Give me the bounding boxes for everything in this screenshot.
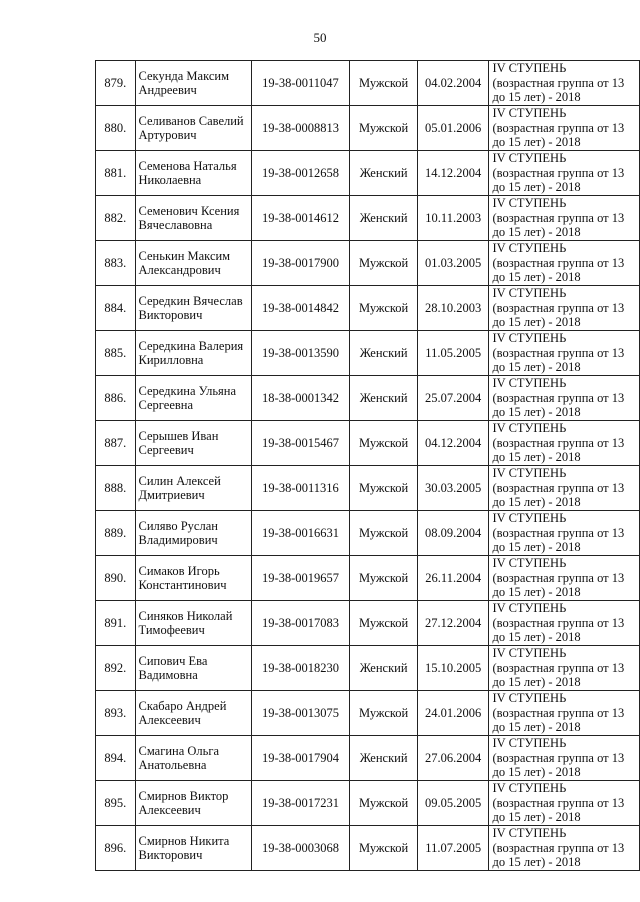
award-level-cell (489, 466, 640, 511)
participant-name-cell: Серышев Иван Сергеевич (135, 421, 251, 466)
registration-id-cell: 18-38-0001342 (251, 376, 350, 421)
award-level-line: до 15 лет) - 2018 (492, 810, 581, 825)
award-level-line: (возрастная группа от 13 (492, 300, 625, 315)
award-level-cell (489, 241, 640, 286)
award-level-cell (489, 331, 640, 376)
award-level-line: до 15 лет) - 2018 (492, 585, 581, 600)
birth-date-cell: 04.12.2004 (417, 421, 489, 466)
table-row (96, 286, 640, 331)
award-level-cell (489, 601, 640, 646)
participant-name-cell: Середкина Ульяна Сергеевна (135, 376, 251, 421)
award-level-line: IV СТУПЕНЬ (492, 646, 567, 661)
participant-name-cell: Силяво Руслан Владимирович (135, 511, 251, 556)
birth-date-cell: 27.06.2004 (417, 736, 489, 781)
award-level-line: (возрастная группа от 13 (492, 480, 625, 495)
award-level-line: до 15 лет) - 2018 (492, 630, 581, 645)
gender-cell: Женский (350, 736, 417, 781)
award-level-line: IV СТУПЕНЬ (492, 106, 567, 121)
award-level-line: до 15 лет) - 2018 (492, 855, 581, 870)
award-level-line: (возрастная группа от 13 (492, 75, 625, 90)
gender-cell: Мужской (350, 781, 417, 826)
award-level-cell (489, 736, 640, 781)
table-row (96, 466, 640, 511)
participant-name-cell: Смирнов Никита Викторович (135, 826, 251, 871)
table-row (96, 196, 640, 241)
table-row (96, 736, 640, 781)
birth-date-cell: 05.01.2006 (417, 106, 489, 151)
registration-id-cell: 19-38-0017231 (251, 781, 350, 826)
table-body (96, 61, 640, 871)
birth-date-cell: 26.11.2004 (417, 556, 489, 601)
registration-id-cell: 19-38-0017904 (251, 736, 350, 781)
award-level-line: до 15 лет) - 2018 (492, 225, 581, 240)
award-level-line: IV СТУПЕНЬ (492, 736, 567, 751)
registration-id-cell: 19-38-0017900 (251, 241, 350, 286)
award-level-line: IV СТУПЕНЬ (492, 421, 567, 436)
gender-cell: Мужской (350, 511, 417, 556)
row-number-cell: 885. (96, 331, 136, 376)
award-level-line: до 15 лет) - 2018 (492, 360, 581, 375)
award-level-line: до 15 лет) - 2018 (492, 90, 581, 105)
award-level-cell (489, 286, 640, 331)
gender-cell: Мужской (350, 556, 417, 601)
registration-id-cell: 19-38-0003068 (251, 826, 350, 871)
award-level-cell (489, 151, 640, 196)
table-row (96, 646, 640, 691)
participants-table (95, 60, 640, 871)
gender-cell: Мужской (350, 601, 417, 646)
award-level-line: (возрастная группа от 13 (492, 615, 625, 630)
award-level-line: до 15 лет) - 2018 (492, 495, 581, 510)
award-level-line: IV СТУПЕНЬ (492, 466, 567, 481)
gender-cell: Мужской (350, 691, 417, 736)
award-level-cell (489, 511, 640, 556)
birth-date-cell: 10.11.2003 (417, 196, 489, 241)
row-number-cell: 894. (96, 736, 136, 781)
award-level-line: до 15 лет) - 2018 (492, 675, 581, 690)
award-level-cell (489, 691, 640, 736)
row-number-cell: 884. (96, 286, 136, 331)
table-row (96, 826, 640, 871)
row-number-cell: 891. (96, 601, 136, 646)
award-level-cell (489, 376, 640, 421)
participant-name-cell: Силин Алексей Дмитриевич (135, 466, 251, 511)
row-number-cell: 892. (96, 646, 136, 691)
registration-id-cell: 19-38-0013075 (251, 691, 350, 736)
row-number-cell: 887. (96, 421, 136, 466)
birth-date-cell: 08.09.2004 (417, 511, 489, 556)
page-number: 50 (313, 30, 327, 45)
award-level-line: (возрастная группа от 13 (492, 705, 625, 720)
birth-date-cell: 28.10.2003 (417, 286, 489, 331)
award-level-line: до 15 лет) - 2018 (492, 180, 581, 195)
table-row (96, 691, 640, 736)
table-row (96, 511, 640, 556)
award-level-line: (возрастная группа от 13 (492, 210, 625, 225)
award-level-line: до 15 лет) - 2018 (492, 405, 581, 420)
award-level-line: (возрастная группа от 13 (492, 120, 625, 135)
row-number-cell: 893. (96, 691, 136, 736)
row-number-cell: 883. (96, 241, 136, 286)
participant-name-cell: Симаков Игорь Константинович (135, 556, 251, 601)
table-row (96, 106, 640, 151)
award-level-line: до 15 лет) - 2018 (492, 540, 581, 555)
table-row (96, 421, 640, 466)
award-level-line: (возрастная группа от 13 (492, 390, 625, 405)
award-level-line: IV СТУПЕНЬ (492, 286, 567, 301)
registration-id-cell: 19-38-0014612 (251, 196, 350, 241)
row-number-cell: 879. (96, 61, 136, 106)
gender-cell: Женский (350, 196, 417, 241)
award-level-line: (возрастная группа от 13 (492, 660, 625, 675)
award-level-line: (возрастная группа от 13 (492, 165, 625, 180)
award-level-cell (489, 196, 640, 241)
table-row (96, 61, 640, 106)
award-level-cell (489, 781, 640, 826)
award-level-line: IV СТУПЕНЬ (492, 511, 567, 526)
row-number-cell: 882. (96, 196, 136, 241)
gender-cell: Женский (350, 376, 417, 421)
award-level-line: IV СТУПЕНЬ (492, 691, 567, 706)
award-level-line: (возрастная группа от 13 (492, 840, 625, 855)
row-number-cell: 889. (96, 511, 136, 556)
award-level-line: (возрастная группа от 13 (492, 345, 625, 360)
registration-id-cell: 19-38-0011316 (251, 466, 350, 511)
award-level-line: до 15 лет) - 2018 (492, 270, 581, 285)
table-row (96, 331, 640, 376)
row-number-cell: 880. (96, 106, 136, 151)
gender-cell: Женский (350, 151, 417, 196)
registration-id-cell: 19-38-0014842 (251, 286, 350, 331)
table-row (96, 241, 640, 286)
birth-date-cell: 30.03.2005 (417, 466, 489, 511)
award-level-line: IV СТУПЕНЬ (492, 826, 567, 841)
award-level-line: до 15 лет) - 2018 (492, 720, 581, 735)
award-level-line: (возрастная группа от 13 (492, 255, 625, 270)
award-level-line: (возрастная группа от 13 (492, 750, 625, 765)
gender-cell: Мужской (350, 826, 417, 871)
participant-name-cell: Секунда Максим Андреевич (135, 61, 251, 106)
award-level-cell (489, 826, 640, 871)
row-number-cell: 881. (96, 151, 136, 196)
birth-date-cell: 09.05.2005 (417, 781, 489, 826)
gender-cell: Женский (350, 646, 417, 691)
award-level-line: до 15 лет) - 2018 (492, 135, 581, 150)
table-row (96, 376, 640, 421)
award-level-line: IV СТУПЕНЬ (492, 781, 567, 796)
award-level-line: IV СТУПЕНЬ (492, 196, 567, 211)
birth-date-cell: 11.05.2005 (417, 331, 489, 376)
participant-name-cell: Смирнов Виктор Алексеевич (135, 781, 251, 826)
gender-cell: Мужской (350, 421, 417, 466)
row-number-cell: 890. (96, 556, 136, 601)
table-row (96, 601, 640, 646)
award-level-line: до 15 лет) - 2018 (492, 315, 581, 330)
participant-name-cell: Семенович Ксения Вячеславовна (135, 196, 251, 241)
birth-date-cell: 11.07.2005 (417, 826, 489, 871)
award-level-line: (возрастная группа от 13 (492, 525, 625, 540)
award-level-line: до 15 лет) - 2018 (492, 765, 581, 780)
award-level-line: (возрастная группа от 13 (492, 435, 625, 450)
award-level-cell (489, 556, 640, 601)
award-level-line: IV СТУПЕНЬ (492, 376, 567, 391)
award-level-cell (489, 421, 640, 466)
award-level-cell (489, 646, 640, 691)
birth-date-cell: 24.01.2006 (417, 691, 489, 736)
registration-id-cell: 19-38-0013590 (251, 331, 350, 376)
registration-id-cell: 19-38-0016631 (251, 511, 350, 556)
table-row (96, 151, 640, 196)
registration-id-cell: 19-38-0008813 (251, 106, 350, 151)
birth-date-cell: 04.02.2004 (417, 61, 489, 106)
participant-name-cell: Середкин Вячеслав Викторович (135, 286, 251, 331)
table-row (96, 781, 640, 826)
participant-name-cell: Селиванов Савелий Артурович (135, 106, 251, 151)
award-level-cell (489, 61, 640, 106)
award-level-line: IV СТУПЕНЬ (492, 556, 567, 571)
participant-name-cell: Сенькин Максим Александрович (135, 241, 251, 286)
row-number-cell: 886. (96, 376, 136, 421)
award-level-line: IV СТУПЕНЬ (492, 61, 567, 76)
participant-name-cell: Середкина Валерия Кирилловна (135, 331, 251, 376)
birth-date-cell: 25.07.2004 (417, 376, 489, 421)
award-level-line: IV СТУПЕНЬ (492, 151, 567, 166)
award-level-line: IV СТУПЕНЬ (492, 601, 567, 616)
award-level-line: до 15 лет) - 2018 (492, 450, 581, 465)
registration-id-cell: 19-38-0015467 (251, 421, 350, 466)
row-number-cell: 896. (96, 826, 136, 871)
participant-name-cell: Скабаро Андрей Алексеевич (135, 691, 251, 736)
participant-name-cell: Синяков Николай Тимофеевич (135, 601, 251, 646)
row-number-cell: 895. (96, 781, 136, 826)
gender-cell: Мужской (350, 286, 417, 331)
gender-cell: Мужской (350, 106, 417, 151)
award-level-line: (возрастная группа от 13 (492, 570, 625, 585)
gender-cell: Мужской (350, 466, 417, 511)
participant-name-cell: Сипович Ева Вадимовна (135, 646, 251, 691)
birth-date-cell: 15.10.2005 (417, 646, 489, 691)
registration-id-cell: 19-38-0018230 (251, 646, 350, 691)
gender-cell: Женский (350, 331, 417, 376)
gender-cell: Мужской (350, 61, 417, 106)
registration-id-cell: 19-38-0012658 (251, 151, 350, 196)
birth-date-cell: 14.12.2004 (417, 151, 489, 196)
award-level-line: (возрастная группа от 13 (492, 795, 625, 810)
row-number-cell: 888. (96, 466, 136, 511)
birth-date-cell: 27.12.2004 (417, 601, 489, 646)
participant-name-cell: Семенова Наталья Николаевна (135, 151, 251, 196)
registration-id-cell: 19-38-0019657 (251, 556, 350, 601)
registration-id-cell: 19-38-0017083 (251, 601, 350, 646)
award-level-line: IV СТУПЕНЬ (492, 331, 567, 346)
registration-id-cell: 19-38-0011047 (251, 61, 350, 106)
table-row (96, 556, 640, 601)
birth-date-cell: 01.03.2005 (417, 241, 489, 286)
award-level-cell (489, 106, 640, 151)
award-level-line: IV СТУПЕНЬ (492, 241, 567, 256)
gender-cell: Мужской (350, 241, 417, 286)
participant-name-cell: Смагина Ольга Анатольевна (135, 736, 251, 781)
